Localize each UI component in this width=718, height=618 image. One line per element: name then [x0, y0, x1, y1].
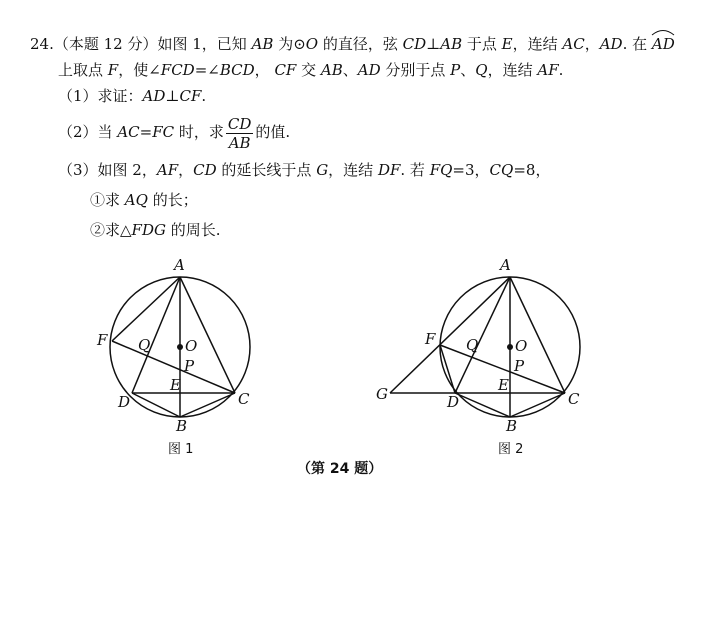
label-B: B — [506, 417, 518, 435]
label-C: C — [568, 390, 580, 408]
part-3: （3）如图 2，AF，CD 的延长线于点 G，连结 DF. 若 FQ=3，CQ=8， — [58, 161, 551, 179]
label-F: F — [425, 330, 436, 348]
segment-BD — [455, 393, 510, 417]
label-D: D — [118, 393, 131, 411]
segment-BC — [180, 393, 235, 417]
problem-line-2: 上取点 F，使∠FCD=∠BCD， CF 交 AB、AD 分别于点 P、Q，连结 AF. — [58, 61, 564, 79]
segment-BC — [510, 393, 565, 417]
center-point-O — [177, 344, 183, 350]
center-point-O — [507, 344, 513, 350]
label-G: G — [376, 385, 388, 403]
label-F: F — [97, 331, 108, 349]
sub-question-1: ①求 AQ 的长； — [90, 191, 198, 209]
label-P: P — [184, 357, 195, 375]
figure-1-caption: 图 1 — [168, 442, 194, 457]
label-A: A — [174, 256, 185, 274]
label-P: P — [514, 357, 525, 375]
arc-AD: AD — [652, 34, 675, 54]
label-Q: Q — [138, 336, 151, 354]
figure-2 — [370, 250, 590, 440]
part-1: （1）求证：AD⊥CF. — [58, 87, 207, 105]
label-A: A — [500, 256, 511, 274]
label-D: D — [447, 393, 460, 411]
problem-number: 24. — [30, 35, 54, 53]
figure-2-caption: 图 2 — [498, 442, 524, 457]
label-O: O — [185, 337, 198, 355]
problem-line-1: 24.（本题 12 分）如图 1，已知 AB 为⊙O 的直径，弦 CD⊥AB 于点 E，连结 AC，AD. 在 AD — [30, 34, 675, 54]
question-caption: （第 24 题） — [297, 461, 383, 477]
label-E: E — [498, 376, 509, 394]
segment-FD — [440, 345, 455, 393]
sub-question-2: ②求△FDG 的周长. — [90, 221, 221, 239]
label-B: B — [176, 417, 188, 435]
figure-1 — [90, 250, 260, 440]
fraction-cd-ab: $\frac{CD}{AB}$ — [227, 114, 252, 152]
label-O: O — [515, 337, 528, 355]
part-2: （2）当 AC=FC 时，求 $\frac{CD}{AB}$ 的值. — [58, 114, 291, 152]
label-Q: Q — [466, 336, 479, 354]
label-E: E — [170, 376, 181, 394]
label-C: C — [238, 390, 250, 408]
